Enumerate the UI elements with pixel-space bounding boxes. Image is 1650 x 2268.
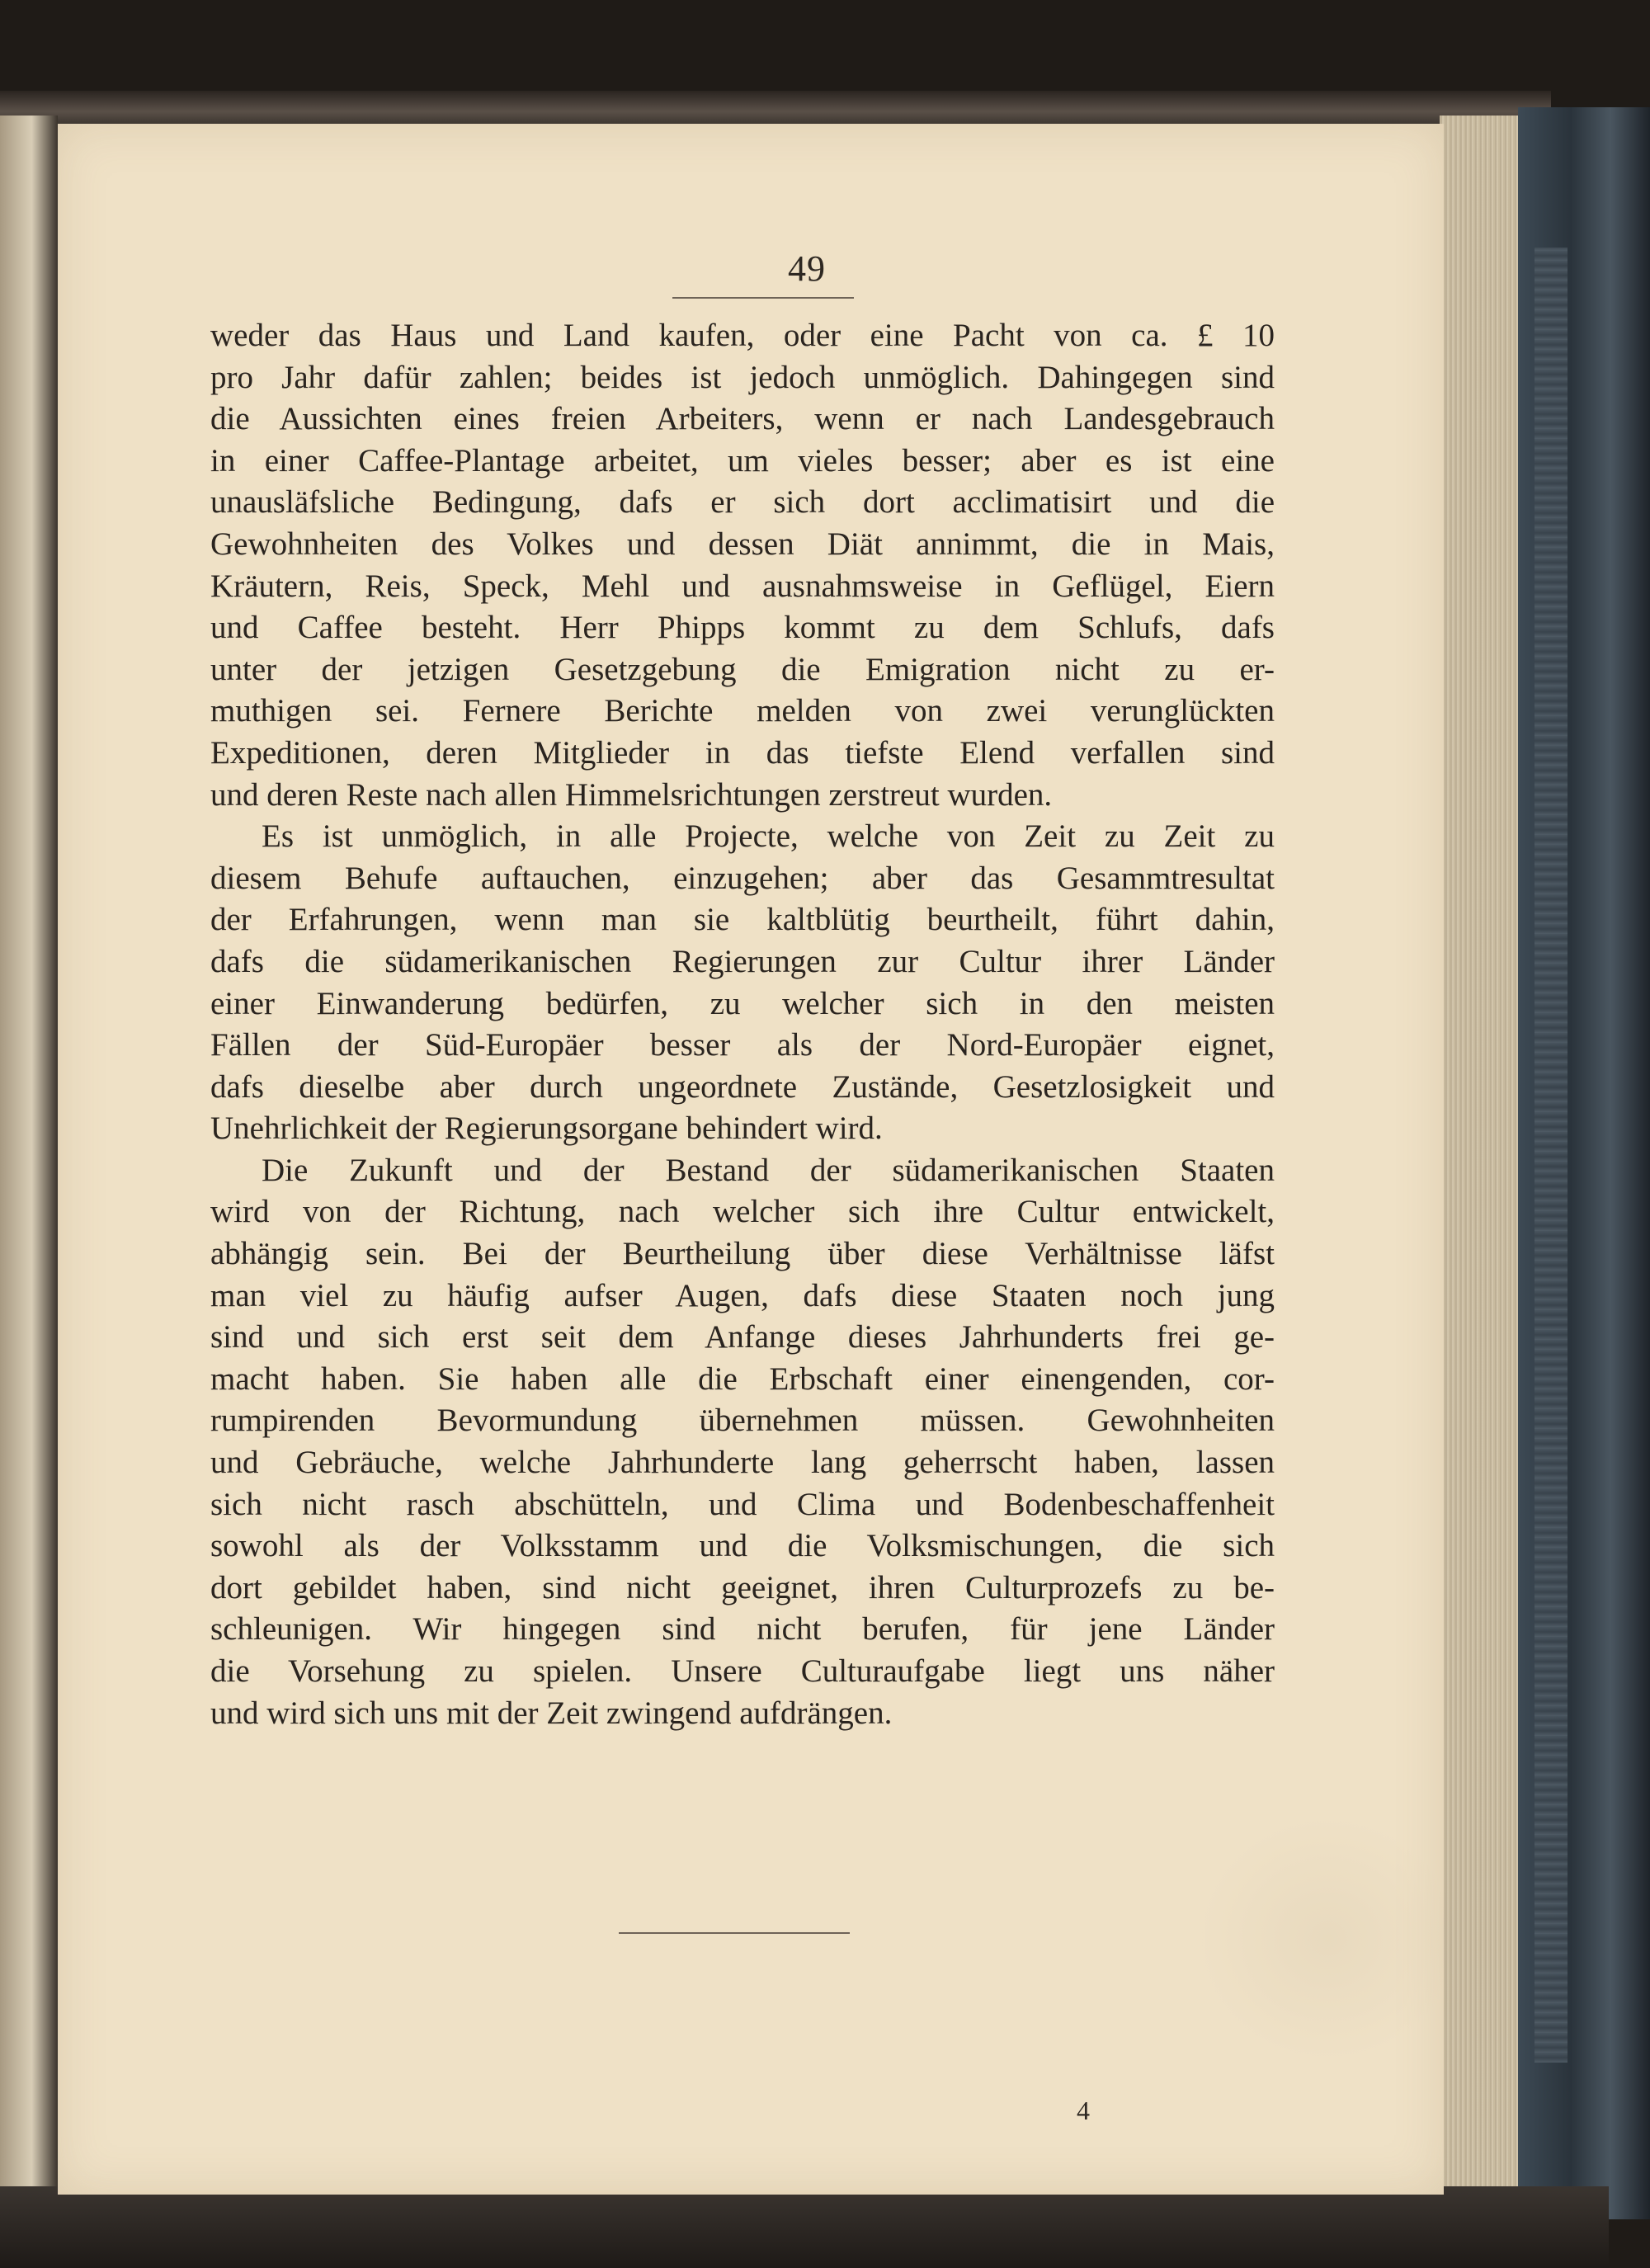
text-line: Unehrlichkeit der Regierungsorgane behindert wird. bbox=[210, 1110, 883, 1147]
text-line: pro Jahr dafür zahlen; beides ist jedoch unmöglich. Dahingegen sind bbox=[210, 359, 1275, 395]
book-cover-bottom bbox=[0, 2186, 1609, 2268]
facing-page-edge bbox=[0, 116, 58, 2195]
text-line: abhängig sein. Bei der Beurtheilung über diese Verhältnisse läfst bbox=[210, 1236, 1275, 1272]
text-line: dafs die südamerikanischen Regierungen zur Cultur ihrer Länder bbox=[210, 943, 1275, 979]
page-number: 49 bbox=[788, 248, 826, 289]
text-line: rumpirenden Bevormundung übernehmen müssen. Gewohnheiten bbox=[210, 1403, 1275, 1439]
text-line: diesem Behufe auftauchen, einzugehen; aber das Gesammtresultat bbox=[210, 860, 1275, 896]
cover-texture bbox=[1534, 248, 1568, 2063]
text-line: Gewohnheiten des Volkes und dessen Diät annimmt, die in Mais, bbox=[210, 526, 1275, 562]
text-line: sowohl als der Volksstamm und die Volksmischungen, die sich bbox=[210, 1528, 1275, 1564]
text-line: in einer Caffee-Plantage arbeitet, um vieles besser; aber es ist eine bbox=[210, 442, 1275, 479]
text-line: schleunigen. Wir hingegen sind nicht berufen, für jene Länder bbox=[210, 1611, 1275, 1648]
text-line: die Aussichten eines freien Arbeiters, wenn er nach Landesgebrauch bbox=[210, 401, 1275, 437]
text-line: muthigen sei. Fernere Berichte melden von zwei verunglückten bbox=[210, 693, 1275, 729]
page-header bbox=[639, 248, 862, 297]
header-rule bbox=[672, 297, 854, 299]
text-line: und deren Reste nach allen Himmelsrichtungen zerstreut wurden. bbox=[210, 776, 1053, 813]
text-line: die Vorsehung zu spielen. Unsere Culturaufgabe liegt uns näher bbox=[210, 1653, 1275, 1689]
text-line: unter der jetzigen Gesetzgebung die Emigration nicht zu er- bbox=[210, 651, 1275, 687]
text-line: Es ist unmöglich, in alle Projecte, welche von Zeit zu Zeit zu bbox=[262, 818, 1275, 855]
text-line: Kräutern, Reis, Speck, Mehl und ausnahmsweise in Geflügel, Eiern bbox=[210, 568, 1275, 604]
text-line: sind und sich erst seit dem Anfange dieses Jahrhunderts frei ge- bbox=[210, 1319, 1275, 1356]
text-line: unausläfsliche Bedingung, dafs er sich dort acclimatisirt und die bbox=[210, 484, 1275, 521]
text-line: einer Einwanderung bedürfen, zu welcher sich in den meisten bbox=[210, 985, 1275, 1021]
text-line: Expeditionen, deren Mitglieder in das tiefste Elend verfallen sind bbox=[210, 734, 1275, 771]
text-line: man viel zu häufig aufser Augen, dafs diese Staaten noch jung bbox=[210, 1277, 1275, 1313]
signature-mark: 4 bbox=[1077, 2096, 1090, 2125]
text-line: Fällen der Süd-Europäer besser als der Nord-Europäer eignet, bbox=[210, 1027, 1275, 1063]
text-line: dafs dieselbe aber durch ungeordnete Zustände, Gesetzlosigkeit und bbox=[210, 1068, 1275, 1105]
text-line: wird von der Richtung, nach welcher sich ihre Cultur entwickelt, bbox=[210, 1194, 1275, 1230]
show-through-shade bbox=[1196, 1815, 1460, 2063]
text-line: der Erfahrungen, wenn man sie kaltblütig beurtheilt, führt dahin, bbox=[210, 902, 1275, 938]
text-line: Die Zukunft und der Bestand der südamerikanischen Staaten bbox=[262, 1152, 1275, 1188]
text-line: und Caffee besteht. Herr Phipps kommt zu dem Schlufs, dafs bbox=[210, 610, 1275, 646]
text-line: und wird sich uns mit der Zeit zwingend aufdrängen. bbox=[210, 1695, 893, 1731]
text-line: weder das Haus und Land kaufen, oder eine Pacht von ca. £ 10 bbox=[210, 318, 1275, 353]
text-line: sich nicht rasch abschütteln, und Clima und Bodenbeschaffenheit bbox=[210, 1486, 1275, 1522]
text-line: und Gebräuche, welche Jahrhunderte lang geherrscht haben, lassen bbox=[210, 1445, 1275, 1481]
book-page bbox=[58, 124, 1444, 2195]
text-line: dort gebildet haben, sind nicht geeignet, ihren Culturprozefs zu be- bbox=[210, 1569, 1275, 1606]
body-text bbox=[210, 315, 1275, 1734]
text-line: macht haben. Sie haben alle die Erbschaft einer einengenden, cor- bbox=[210, 1360, 1275, 1397]
end-rule bbox=[619, 1932, 850, 1934]
